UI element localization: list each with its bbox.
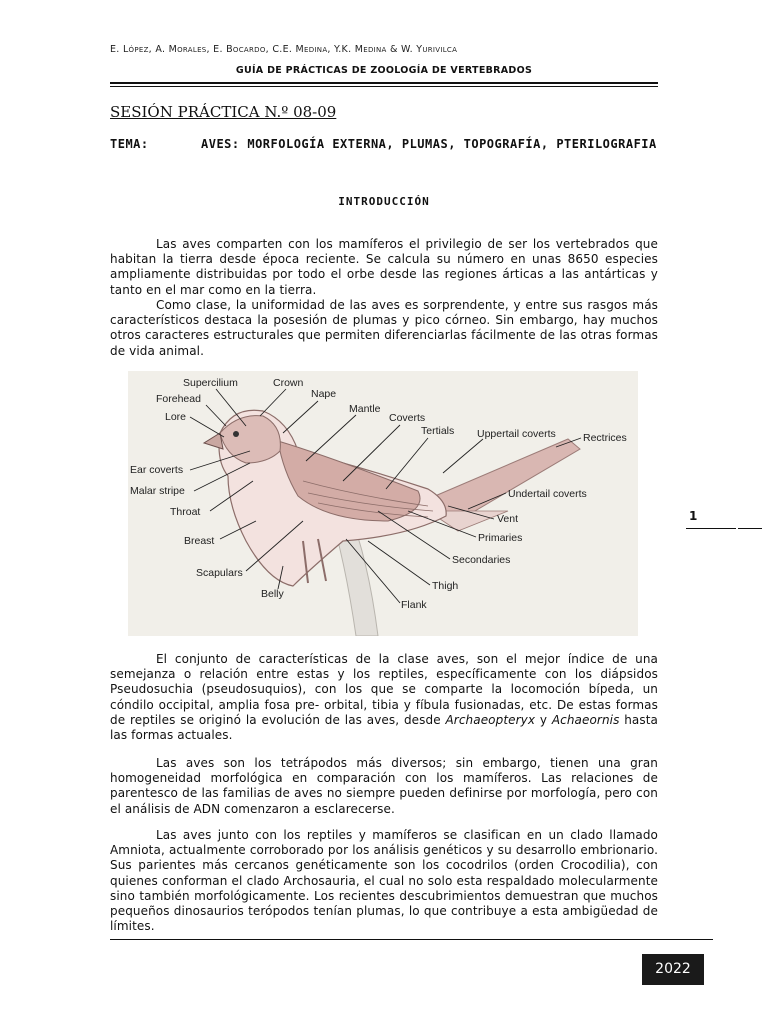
label-ear-coverts: Ear coverts bbox=[130, 464, 184, 476]
label-malar-stripe: Malar stripe bbox=[130, 485, 185, 497]
guide-title: GUÍA DE PRÁCTICAS DE ZOOLOGÍA DE VERTEBRADOS bbox=[235, 65, 533, 76]
paragraph-5: Las aves junto con los reptiles y mamíferos se clasifican en un clado llamado Amniota, actualmente corroborado por los análisis genéticos y su desarrollo embrionario. Sus parientes más cercanos genéticamente son los cocodrilos (orden Crocodilia), con quienes conforman el clado Archosauria, el cual no solo esta respaldado molecularmente sino también morfológicamente. Los recientes descubrimientos demuestran que muchos pequeños dinosaurios terópodos tenían plumas, lo que contribuye a esta ambigüedad de límites. bbox=[110, 828, 658, 934]
label-supercilium: Supercilium bbox=[183, 377, 238, 389]
paragraph-4: Las aves son los tetrápodos más diversos; sin embargo, tienen una gran homogeneidad morfológica en comparación con los mamíferos. Las relaciones de parentesco de las familias de aves no siempre pueden definirse por morfología, pero con el análisis de ADN comenzaron a esclarecerse. bbox=[110, 756, 658, 816]
paragraph-3-ending: hasta las formas actuales. bbox=[110, 712, 658, 743]
label-thigh: Thigh bbox=[432, 580, 459, 592]
paragraph-1: Las aves comparten con los mamíferos el privilegio de ser los vertebrados que habitan la tierra desde época reciente. Se calcula su número en unas 8650 especies ampliamente distribuidas por todo el orbe desde las regiones árticas a las antárticas y tanto en el mar como en la tierra. bbox=[110, 237, 658, 297]
authors-line: E. López, A. Morales, E. Bocardo, C.E. Medina, Y.K. Medina & W. Yurivilca bbox=[110, 44, 458, 55]
paragraph-3-text: El conjunto de características de la clase aves, son el mejor índice de una semejanza o relación entre estas y los reptiles, específicamente con los diápsidos Pseudosuchia (pseudosuquios), con los que se comparte la locomoción bípeda, un cóndilo occipital, amplia fosa pre- orbital, tibia y fíbula fusionadas, etc. De estas formas de reptiles se originó la evolución de las aves, desde bbox=[110, 652, 658, 727]
label-tertials: Tertials bbox=[421, 425, 455, 437]
bird-topography-figure bbox=[128, 371, 638, 636]
page-number: 1 bbox=[689, 509, 698, 523]
label-nape: Nape bbox=[311, 388, 337, 400]
session-title: SESIÓN PRÁCTICA N.º 08-09 bbox=[110, 103, 337, 121]
label-primaries: Primaries bbox=[478, 532, 523, 544]
bird-illustration bbox=[128, 371, 638, 636]
label-throat: Throat bbox=[170, 506, 201, 518]
footer-rule bbox=[110, 939, 713, 940]
year-badge: 2022 bbox=[642, 954, 704, 985]
label-secondaries: Secondaries bbox=[452, 554, 511, 566]
label-lore: Lore bbox=[165, 411, 187, 423]
label-scapulars: Scapulars bbox=[196, 567, 243, 579]
label-rectrices: Rectrices bbox=[583, 432, 627, 444]
genus-archaeopteryx: Archaeopteryx bbox=[445, 712, 536, 727]
label-forehead: Forehead bbox=[156, 393, 201, 405]
label-uppertail-coverts: Uppertail coverts bbox=[477, 428, 556, 440]
page-number-rule-gap bbox=[736, 527, 738, 530]
genus-achaeornis: Achaeornis bbox=[551, 712, 620, 727]
label-vent: Vent bbox=[497, 513, 519, 525]
paragraph-3-conjunction: y bbox=[535, 712, 552, 727]
label-undertail-coverts: Undertail coverts bbox=[508, 488, 587, 500]
label-breast: Breast bbox=[184, 535, 215, 547]
header-rule bbox=[110, 82, 658, 84]
label-belly: Belly bbox=[261, 588, 284, 600]
tema-label: TEMA: bbox=[110, 137, 149, 151]
label-flank: Flank bbox=[401, 599, 427, 611]
label-coverts: Coverts bbox=[389, 412, 426, 424]
tema-text: AVES: MORFOLOGÍA EXTERNA, PLUMAS, TOPOGRAFÍA, PTERILOGRAFIA bbox=[201, 137, 657, 151]
page-number-rule bbox=[686, 528, 762, 529]
label-mantle: Mantle bbox=[349, 403, 381, 415]
label-crown: Crown bbox=[273, 377, 304, 389]
paragraph-2: Como clase, la uniformidad de las aves es sorprendente, y entre sus rasgos más característicos destaca la posesión de plumas y pico córneo. Sin embargo, hay muchos otros caracteres estructurales que permiten diferenciarlas fácilmente de las otras formas de vida animal. bbox=[110, 298, 658, 358]
header-rule-thin bbox=[110, 86, 658, 87]
intro-heading: INTRODUCCIÓN bbox=[338, 195, 430, 208]
paragraph-3 bbox=[110, 652, 658, 743]
